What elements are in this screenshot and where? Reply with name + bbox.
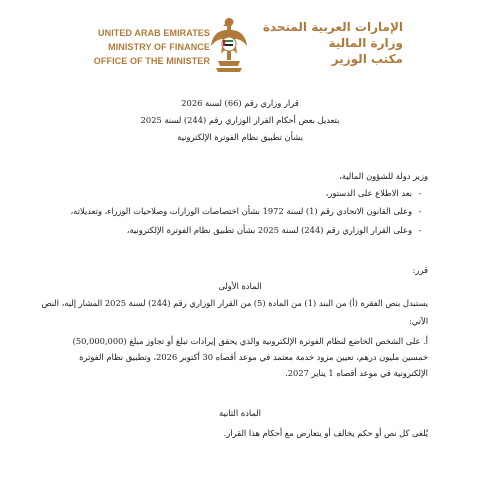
issuer-line: وزير دولة للشؤون المالية، xyxy=(339,171,428,181)
article-1-clause: أ. على الشخص الخاضع لنظام الفوترة الإلكترونية والذي يحقق إيرادات تبلغ أو تجاوز مبلغ (50,000,000) خمسين مليون درهم، تعيين مزود خدمة معتمد في موعد أقصاه 30 أكتوبر 2026، وتطبيق نظام الفوترة الإلكترونية في موعد أقصاه 1 يناير 2027. xyxy=(72,336,428,378)
decree-subject: بشأن تطبيق نظام الفوترة الإلكترونية xyxy=(177,132,303,142)
en-office: OFFICE OF THE MINISTER xyxy=(93,56,210,66)
ar-country: الإمارات العربية المتحدة xyxy=(262,20,403,34)
preamble-item: -وعلى القرار الوزاري رقم (244) لسنة 2025 بشأن تطبيق نظام الفوترة الإلكترونية، xyxy=(48,224,428,236)
article-2-heading: المادة الثانية xyxy=(219,408,261,418)
bullet-dash-icon: - xyxy=(418,206,422,216)
preamble-item: -وعلى القانون الاتحادي رقم (1) لسنة 1972 بشأن اختصاصات الوزارات وصلاحيات الوزراء، وتعديلاته، xyxy=(48,205,428,217)
decided-label: قرر: xyxy=(412,265,428,275)
article-1-heading: المادة الأولى xyxy=(218,281,262,291)
preamble-item: -بعد الاطلاع على الدستور، xyxy=(48,187,428,199)
decree-title: قرار وزاري رقم (66) لسنة 2026 xyxy=(181,98,299,108)
decree-subtitle: بتعديل بعض أحكام القرار الوزاري رقم (244) لسنة 2025 xyxy=(140,115,340,125)
en-country: UNITED ARAB EMIRATES xyxy=(98,28,210,38)
article-2-text: يُلغى كل نص أو حكم يخالف أو يتعارض مع أحكام هذا القرار. xyxy=(223,428,428,438)
article-1-intro-end: الآتي: xyxy=(408,316,428,326)
bullet-dash-icon: - xyxy=(418,225,422,235)
bullet-dash-icon: - xyxy=(418,188,422,198)
article-1-intro: يستبدل بنص الفقرة (أ) من البند (1) من المادة (5) من القرار الوزاري رقم (244) لسنة 2025 المشار إليه، النص xyxy=(41,298,428,308)
ar-office: مكتب الوزير xyxy=(331,52,403,66)
en-ministry: MINISTRY OF FINANCE xyxy=(108,42,210,52)
ar-ministry: وزارة المالية xyxy=(328,36,403,50)
